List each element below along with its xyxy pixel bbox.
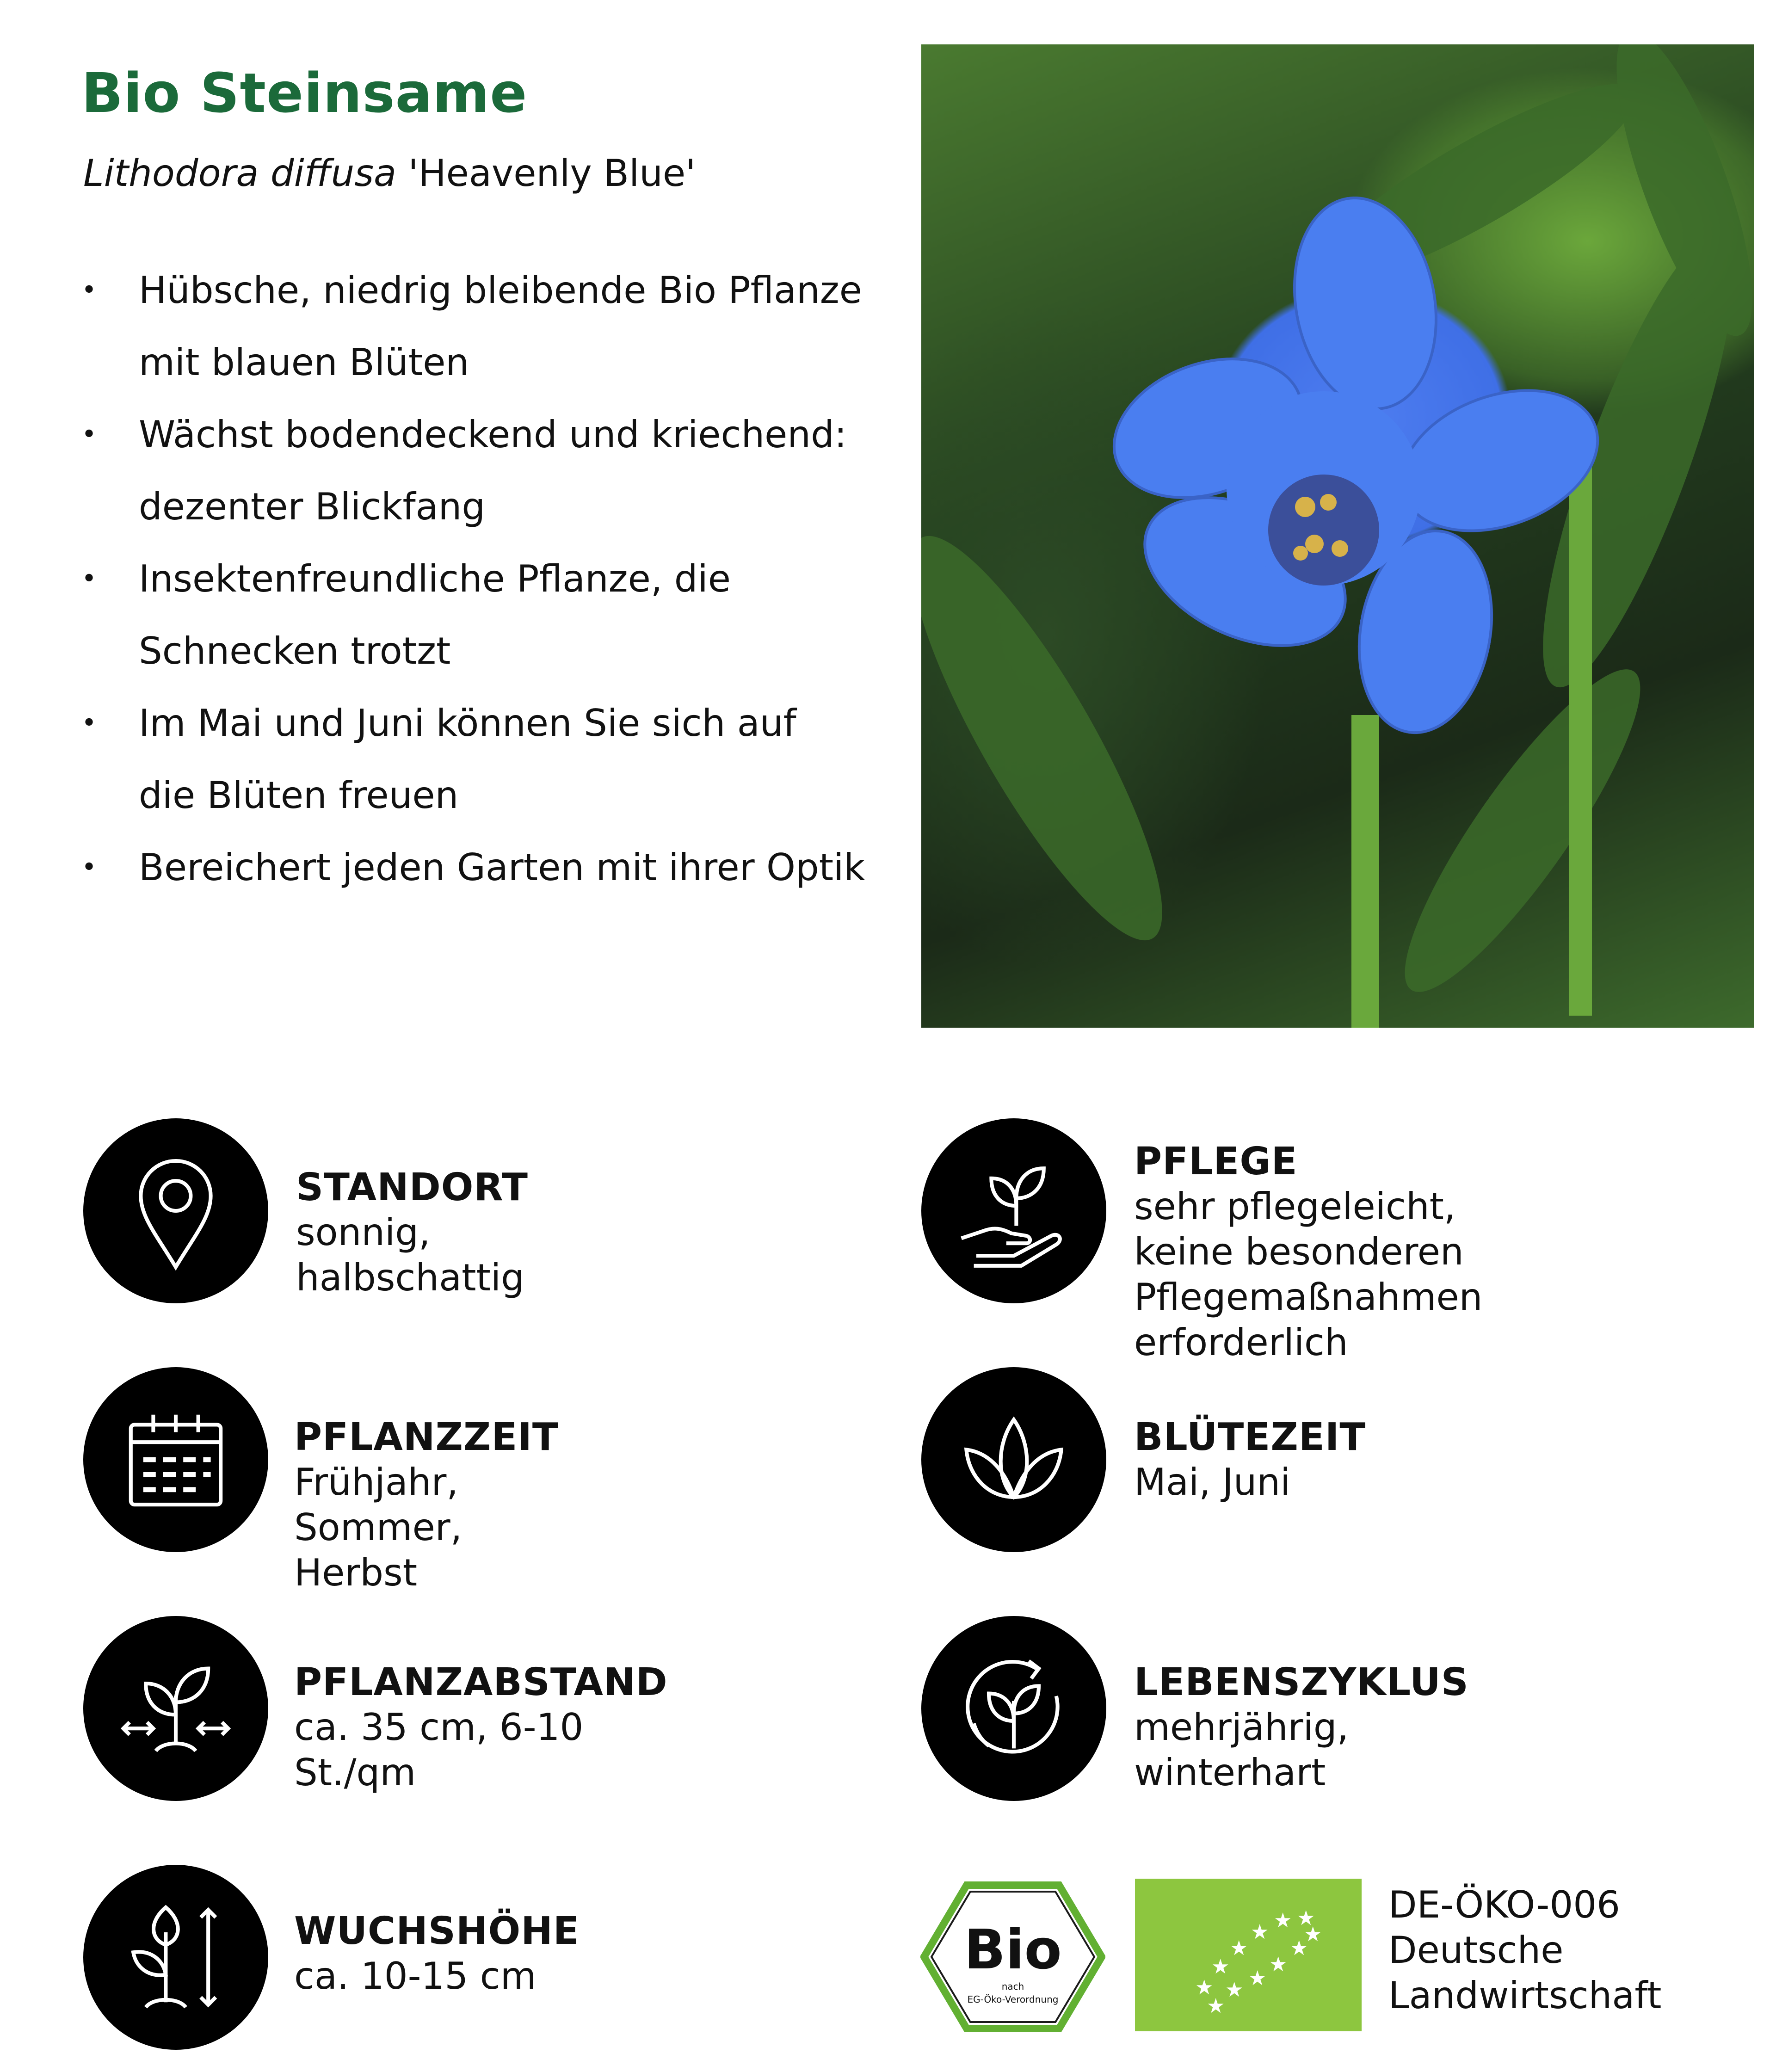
svg-text:★: ★ <box>1269 1953 1288 1976</box>
certification-text <box>1388 1882 1662 2018</box>
svg-text:★: ★ <box>1297 1906 1315 1930</box>
bullet-item: • Wächst bodendeckend und kriechend: <box>81 399 877 471</box>
cycle-plant-icon <box>921 1616 1106 1801</box>
cultivar-name: 'Heavenly Blue' <box>408 152 696 195</box>
svg-text:★: ★ <box>1207 1994 1225 2018</box>
feature-label: PFLEGE <box>1134 1140 1298 1184</box>
feature-label: WUCHSHÖHE <box>294 1909 580 1953</box>
svg-text:★: ★ <box>1248 1967 1267 1990</box>
product-title: Bio Steinsame <box>81 61 528 125</box>
svg-text:★: ★ <box>1211 1955 1230 1979</box>
feature-value: sonnig, halbschattig <box>296 1211 524 1299</box>
bullet-item-continuation: Schnecken trotzt <box>139 629 451 672</box>
product-subtitle <box>83 152 696 195</box>
bullet-item-continuation: die Blüten freuen <box>139 774 459 817</box>
flower-illustration <box>921 44 1754 1028</box>
bullet-item: • Im Mai und Juni können Sie sich auf <box>81 687 877 759</box>
bullet-item: • Insektenfreundliche Pflanze, die <box>81 543 877 615</box>
eu-organic-leaf-logo <box>1135 1879 1362 2031</box>
feature-value: Mai, Juni <box>1134 1461 1291 1504</box>
certification-origin-line1: Deutsche <box>1388 1929 1564 1972</box>
feature-value: Frühjahr, Sommer, Herbst <box>294 1461 462 1594</box>
lotus-flower-icon <box>921 1367 1106 1552</box>
feature-label: PFLANZABSTAND <box>294 1660 668 1704</box>
latin-name: Lithodora diffusa <box>83 152 397 195</box>
eu-leaf-stars-icon <box>1135 1879 1362 2031</box>
feature-label: BLÜTEZEIT <box>1134 1415 1366 1459</box>
location-pin-icon <box>83 1118 268 1303</box>
feature-label: LEBENSZYKLUS <box>1134 1660 1469 1704</box>
svg-text:★: ★ <box>1251 1920 1269 1944</box>
feature-bullet-list <box>81 254 877 904</box>
feature-value-line2: Pflegemaßnahmen erforderlich <box>1134 1276 1483 1364</box>
feature-value: mehrjährig, winterhart <box>1134 1706 1349 1794</box>
hand-seedling-icon <box>921 1118 1106 1303</box>
certification-origin-line2: Landwirtschaft <box>1388 1974 1662 2017</box>
product-photo <box>921 44 1754 1028</box>
bio-seal-subtext-1: nach <box>1001 1981 1024 1992</box>
plant-height-icon <box>83 1865 268 2050</box>
bio-seal-subtext-2: EG-Öko-Verordnung <box>967 1994 1059 2005</box>
feature-value-line1: sehr pflegeleicht, keine besonderen <box>1134 1185 1464 1273</box>
feature-value: ca. 35 cm, 6-10 St./qm <box>294 1706 584 1794</box>
bullet-item: • Hübsche, niedrig bleibende Bio Pflanze <box>81 254 877 327</box>
bullet-item: • Bereichert jeden Garten mit ihrer Optik <box>81 832 877 904</box>
feature-label: PFLANZZEIT <box>294 1415 559 1459</box>
bio-seal-badge <box>920 1881 1105 2033</box>
certification-code: DE-ÖKO-006 <box>1388 1883 1621 1926</box>
bullet-item-continuation: mit blauen Blüten <box>139 341 469 384</box>
feature-value: ca. 10-15 cm <box>294 1955 536 1998</box>
bullet-item-continuation: dezenter Blickfang <box>139 485 486 528</box>
svg-text:★: ★ <box>1304 1923 1322 1946</box>
svg-text:★: ★ <box>1230 1936 1248 1960</box>
bio-seal-text: Bio <box>964 1918 1062 1981</box>
svg-text:★: ★ <box>1290 1936 1308 1960</box>
calendar-icon <box>83 1367 268 1552</box>
seedling-spacing-icon <box>83 1616 268 1801</box>
feature-label: STANDORT <box>296 1166 528 1209</box>
svg-text:★: ★ <box>1274 1909 1292 1932</box>
svg-text:★: ★ <box>1195 1976 1214 1999</box>
svg-text:★: ★ <box>1225 1978 1244 2002</box>
